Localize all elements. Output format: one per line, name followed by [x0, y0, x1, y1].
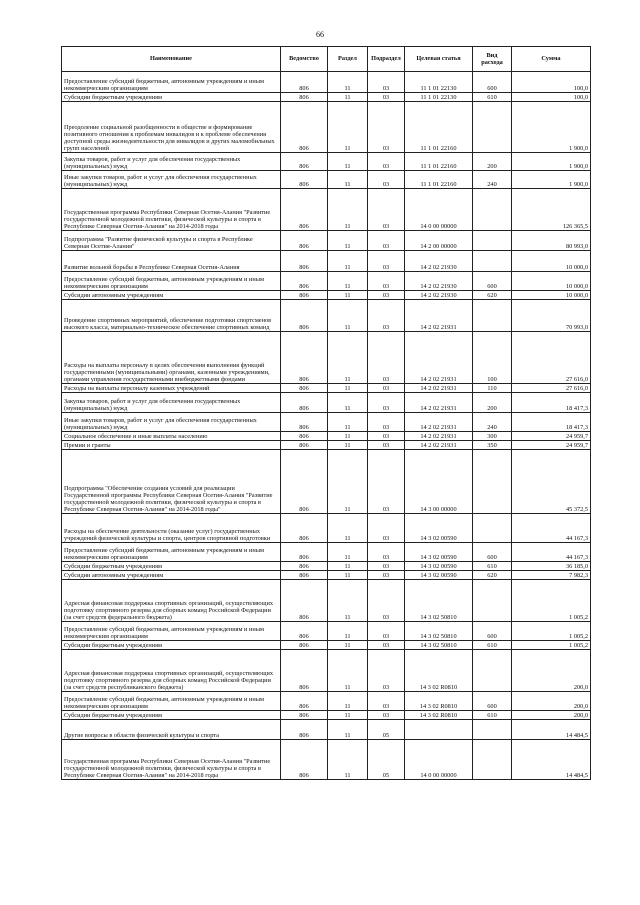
column-header-department: Ведомство — [281, 47, 328, 72]
cell-target-item: 14 3 02 00590 — [405, 543, 473, 562]
cell-sum: 45 372,5 — [512, 450, 591, 514]
cell-sum: 126 365,5 — [512, 189, 591, 231]
cell-target-item: 11 1 01 22130 — [405, 93, 473, 102]
cell-subsection: 03 — [368, 153, 405, 171]
table-row — [62, 300, 591, 332]
cell-section: 11 — [328, 291, 368, 300]
cell-sum: 70 993,0 — [512, 300, 591, 332]
cell-sum: 200,0 — [512, 692, 591, 711]
cell-sum: 44 167,3 — [512, 514, 591, 543]
cell-expense-type: 600 — [473, 72, 512, 93]
cell-subsection: 05 — [368, 720, 405, 740]
table-row — [62, 720, 591, 740]
cell-department: 806 — [281, 692, 328, 711]
cell-name: Подпрограмма "Развитие физической культуры и спорта в Республике Северная Осетия-Алания" — [62, 231, 281, 251]
cell-subsection: 03 — [368, 450, 405, 514]
cell-target-item: 11 1 01 22160 — [405, 102, 473, 153]
cell-department: 806 — [281, 332, 328, 384]
cell-expense-type — [473, 102, 512, 153]
column-header-name: Наименование — [62, 47, 281, 72]
cell-target-item: 14 3 02 50810 — [405, 622, 473, 641]
cell-department: 806 — [281, 740, 328, 780]
cell-subsection: 03 — [368, 384, 405, 393]
cell-sum: 18 417,3 — [512, 393, 591, 413]
cell-target-item: 14 2 02 21930 — [405, 291, 473, 300]
cell-name: Предоставление субсидий бюджетным, автономным учреждениям и иным некоммерческим организациям — [62, 72, 281, 93]
cell-expense-type — [473, 514, 512, 543]
cell-department: 806 — [281, 622, 328, 641]
cell-subsection: 03 — [368, 441, 405, 450]
cell-section: 11 — [328, 189, 368, 231]
cell-sum: 27 616,0 — [512, 332, 591, 384]
table-row — [62, 291, 591, 300]
cell-sum: 18 417,3 — [512, 413, 591, 432]
cell-sum: 100,0 — [512, 93, 591, 102]
cell-subsection: 03 — [368, 72, 405, 93]
cell-name: Предоставление субсидий бюджетным, автономным учреждениям и иным некоммерческим организациям — [62, 543, 281, 562]
cell-target-item: 14 3 02 00590 — [405, 571, 473, 580]
column-header-expense-type: Вид расхода — [473, 47, 512, 72]
cell-section: 11 — [328, 740, 368, 780]
cell-department: 806 — [281, 543, 328, 562]
cell-expense-type: 110 — [473, 384, 512, 393]
cell-subsection: 03 — [368, 291, 405, 300]
cell-section: 11 — [328, 543, 368, 562]
cell-subsection: 03 — [368, 300, 405, 332]
cell-section: 11 — [328, 332, 368, 384]
cell-sum: 200,0 — [512, 711, 591, 720]
column-header-sum: Сумма — [512, 47, 591, 72]
cell-sum: 24 959,7 — [512, 441, 591, 450]
cell-department: 806 — [281, 251, 328, 272]
cell-target-item: 14 2 02 21930 — [405, 272, 473, 291]
cell-department: 806 — [281, 562, 328, 571]
cell-name: Субсидии автономным учреждениям — [62, 571, 281, 580]
cell-target-item: 11 1 01 22130 — [405, 72, 473, 93]
table-row — [62, 450, 591, 514]
cell-expense-type: 240 — [473, 413, 512, 432]
table-row — [62, 711, 591, 720]
table-row — [62, 332, 591, 384]
cell-name: Адресная финансовая поддержка спортивных организаций, осуществляющих подготовку спортивного резерва для сборных команд Российской Федерации (за счет средств республиканского бюджета) — [62, 650, 281, 692]
cell-section: 11 — [328, 300, 368, 332]
cell-department: 806 — [281, 413, 328, 432]
cell-department: 806 — [281, 384, 328, 393]
cell-sum: 80 993,0 — [512, 231, 591, 251]
cell-name: Развитие вольной борьбы в Республике Северная Осетия-Алания — [62, 251, 281, 272]
table-row — [62, 571, 591, 580]
cell-section: 11 — [328, 450, 368, 514]
cell-sum: 24 959,7 — [512, 432, 591, 441]
cell-target-item: 14 0 00 00000 — [405, 740, 473, 780]
cell-sum: 14 484,5 — [512, 720, 591, 740]
cell-subsection: 03 — [368, 562, 405, 571]
cell-target-item: 14 2 02 21930 — [405, 251, 473, 272]
cell-department: 806 — [281, 441, 328, 450]
cell-expense-type — [473, 231, 512, 251]
cell-department: 806 — [281, 580, 328, 622]
cell-target-item: 14 3 02 R0810 — [405, 650, 473, 692]
budget-table — [61, 46, 591, 780]
cell-sum: 44 167,3 — [512, 543, 591, 562]
cell-subsection: 03 — [368, 432, 405, 441]
cell-department: 806 — [281, 171, 328, 189]
table-row — [62, 189, 591, 231]
cell-name: Субсидии бюджетным учреждениям — [62, 641, 281, 650]
cell-section: 11 — [328, 432, 368, 441]
cell-section: 11 — [328, 622, 368, 641]
cell-subsection: 03 — [368, 692, 405, 711]
cell-name: Субсидии бюджетным учреждениям — [62, 562, 281, 571]
column-header-subsection: Подраздел — [368, 47, 405, 72]
cell-department: 806 — [281, 189, 328, 231]
cell-section: 11 — [328, 580, 368, 622]
cell-expense-type: 600 — [473, 622, 512, 641]
cell-expense-type: 610 — [473, 562, 512, 571]
cell-section: 11 — [328, 720, 368, 740]
cell-expense-type: 610 — [473, 711, 512, 720]
cell-department: 806 — [281, 272, 328, 291]
cell-subsection: 03 — [368, 93, 405, 102]
table-row — [62, 441, 591, 450]
cell-department: 806 — [281, 720, 328, 740]
table-row — [62, 514, 591, 543]
cell-name: Премии и гранты — [62, 441, 281, 450]
cell-section: 11 — [328, 93, 368, 102]
cell-sum: 10 000,0 — [512, 291, 591, 300]
cell-sum: 1 900,0 — [512, 171, 591, 189]
cell-name: Государственная программа Республики Северная Осетия-Алания "Развитие государственной молодежной политики, физической культуры и спорта в Республике Северная Осетия-Алания" на 2014-2018 годы — [62, 740, 281, 780]
cell-subsection: 03 — [368, 272, 405, 291]
cell-section: 11 — [328, 251, 368, 272]
cell-department: 806 — [281, 711, 328, 720]
cell-target-item: 14 3 00 00000 — [405, 450, 473, 514]
cell-expense-type — [473, 450, 512, 514]
cell-subsection: 03 — [368, 102, 405, 153]
cell-expense-type: 300 — [473, 432, 512, 441]
cell-department: 806 — [281, 291, 328, 300]
cell-target-item: 14 0 00 00000 — [405, 189, 473, 231]
cell-expense-type: 610 — [473, 641, 512, 650]
cell-target-item: 14 3 02 50810 — [405, 641, 473, 650]
cell-target-item: 14 2 02 21931 — [405, 441, 473, 450]
cell-target-item: 14 3 02 R0810 — [405, 711, 473, 720]
cell-sum: 7 982,3 — [512, 571, 591, 580]
cell-section: 11 — [328, 231, 368, 251]
cell-department: 806 — [281, 514, 328, 543]
cell-name: Иные закупки товаров, работ и услуг для обеспечения государственных (муниципальных) нужд — [62, 413, 281, 432]
cell-expense-type — [473, 740, 512, 780]
table-row — [62, 251, 591, 272]
cell-department: 806 — [281, 393, 328, 413]
cell-expense-type: 610 — [473, 93, 512, 102]
cell-subsection: 03 — [368, 393, 405, 413]
table-row — [62, 231, 591, 251]
table-row — [62, 692, 591, 711]
cell-section: 11 — [328, 272, 368, 291]
cell-subsection: 03 — [368, 580, 405, 622]
cell-target-item: 11 1 01 22160 — [405, 171, 473, 189]
cell-name: Адресная финансовая поддержка спортивных организаций, осуществляющих подготовку спортивного резерва для сборных команд Российской Федерации (за счет средств федерального бюджета) — [62, 580, 281, 622]
cell-expense-type — [473, 580, 512, 622]
table-body — [62, 72, 591, 780]
cell-sum: 1 005,2 — [512, 641, 591, 650]
cell-name: Закупка товаров, работ и услуг для обеспечения государственных (муниципальных) нужд — [62, 393, 281, 413]
table-row — [62, 272, 591, 291]
cell-expense-type: 620 — [473, 571, 512, 580]
cell-expense-type — [473, 251, 512, 272]
cell-expense-type: 620 — [473, 291, 512, 300]
cell-name: Расходы на обеспечение деятельности (оказание услуг) государственных учреждений физической культуры и спорта, центров спортивной подготовки — [62, 514, 281, 543]
cell-name: Субсидии бюджетным учреждениям — [62, 711, 281, 720]
cell-name: Предоставление субсидий бюджетным, автономным учреждениям и иным некоммерческим организациям — [62, 692, 281, 711]
table-row — [62, 384, 591, 393]
cell-subsection: 03 — [368, 332, 405, 384]
cell-target-item — [405, 720, 473, 740]
cell-name: Подпрограмма "Обеспечение создания условий для реализации Государственной программы Республики Северная Осетия-Алания "Развитие государственной молодежной политики, физической культуры и спорта в Республике Северная Осетия-Алания" на 2014-2018 годы" — [62, 450, 281, 514]
cell-subsection: 03 — [368, 413, 405, 432]
cell-section: 11 — [328, 514, 368, 543]
cell-department: 806 — [281, 300, 328, 332]
cell-sum: 100,0 — [512, 72, 591, 93]
table-row — [62, 650, 591, 692]
cell-section: 11 — [328, 562, 368, 571]
page-number: 66 — [316, 30, 324, 39]
cell-target-item: 14 2 02 21931 — [405, 384, 473, 393]
cell-target-item: 14 3 02 50810 — [405, 580, 473, 622]
cell-sum: 36 185,0 — [512, 562, 591, 571]
cell-sum: 1 900,0 — [512, 102, 591, 153]
cell-subsection: 03 — [368, 514, 405, 543]
cell-department: 806 — [281, 571, 328, 580]
table-row — [62, 641, 591, 650]
column-header-target-item: Целевая статья — [405, 47, 473, 72]
cell-expense-type: 350 — [473, 441, 512, 450]
table-row — [62, 93, 591, 102]
cell-subsection: 05 — [368, 740, 405, 780]
cell-expense-type — [473, 189, 512, 231]
table-row — [62, 740, 591, 780]
cell-name: Субсидии бюджетным учреждениям — [62, 93, 281, 102]
cell-subsection: 03 — [368, 571, 405, 580]
cell-expense-type — [473, 300, 512, 332]
cell-name: Социальное обеспечение и иные выплаты населению — [62, 432, 281, 441]
cell-target-item: 14 2 02 21931 — [405, 300, 473, 332]
cell-subsection: 03 — [368, 622, 405, 641]
cell-expense-type: 600 — [473, 692, 512, 711]
cell-expense-type — [473, 650, 512, 692]
cell-department: 806 — [281, 153, 328, 171]
cell-name: Проведение спортивных мероприятий, обеспечение подготовки спортсменов высокого класса, материально-техническое обеспечение спортивных команд — [62, 300, 281, 332]
table-row — [62, 543, 591, 562]
cell-sum: 1 005,2 — [512, 622, 591, 641]
cell-subsection: 03 — [368, 641, 405, 650]
table-row — [62, 432, 591, 441]
cell-sum: 1 900,0 — [512, 153, 591, 171]
cell-department: 806 — [281, 231, 328, 251]
cell-name: Субсидии автономным учреждениям — [62, 291, 281, 300]
table-row — [62, 393, 591, 413]
cell-target-item: 14 2 02 21931 — [405, 432, 473, 441]
cell-name: Иные закупки товаров, работ и услуг для обеспечения государственных (муниципальных) нужд — [62, 171, 281, 189]
cell-department: 806 — [281, 72, 328, 93]
cell-target-item: 14 3 02 00590 — [405, 514, 473, 543]
cell-name: Закупка товаров, работ и услуг для обеспечения государственных (муниципальных) нужд — [62, 153, 281, 171]
cell-section: 11 — [328, 650, 368, 692]
cell-department: 806 — [281, 641, 328, 650]
cell-target-item: 14 2 02 21931 — [405, 393, 473, 413]
cell-section: 11 — [328, 641, 368, 650]
cell-expense-type — [473, 720, 512, 740]
cell-subsection: 03 — [368, 189, 405, 231]
cell-subsection: 03 — [368, 231, 405, 251]
cell-target-item: 14 3 02 R0810 — [405, 692, 473, 711]
cell-sum: 27 616,0 — [512, 384, 591, 393]
table-row — [62, 580, 591, 622]
cell-expense-type: 240 — [473, 171, 512, 189]
cell-name: Расходы на выплаты персоналу казенных учреждений — [62, 384, 281, 393]
cell-section: 11 — [328, 72, 368, 93]
table-row — [62, 622, 591, 641]
cell-section: 11 — [328, 102, 368, 153]
cell-section: 11 — [328, 153, 368, 171]
table-row — [62, 102, 591, 153]
cell-expense-type: 200 — [473, 393, 512, 413]
cell-target-item: 14 3 02 00590 — [405, 562, 473, 571]
cell-expense-type: 100 — [473, 332, 512, 384]
cell-target-item: 14 2 02 21931 — [405, 332, 473, 384]
cell-department: 806 — [281, 450, 328, 514]
cell-section: 11 — [328, 571, 368, 580]
cell-subsection: 03 — [368, 543, 405, 562]
cell-sum: 14 484,5 — [512, 740, 591, 780]
cell-name: Преодоление социальной разобщенности в обществе и формирование позитивного отношения к проблемам инвалидов и к проблеме обеспечения доступной среды жизнедеятельности для инвалидов и других маломобильных групп населений — [62, 102, 281, 153]
cell-sum: 1 005,2 — [512, 580, 591, 622]
cell-department: 806 — [281, 102, 328, 153]
cell-section: 11 — [328, 692, 368, 711]
table-row — [62, 413, 591, 432]
cell-target-item: 14 2 00 00000 — [405, 231, 473, 251]
table-row — [62, 562, 591, 571]
cell-target-item: 14 2 02 21931 — [405, 413, 473, 432]
cell-name: Расходы на выплаты персоналу в целях обеспечения выполнения функций государственными (муниципальными) органами, казенными учреждениями, органами управления государственными внебюджетными фондами — [62, 332, 281, 384]
cell-subsection: 03 — [368, 251, 405, 272]
cell-department: 806 — [281, 650, 328, 692]
cell-expense-type: 600 — [473, 543, 512, 562]
cell-name: Государственная программа Республики Северная Осетия-Алания "Развитие государственной молодежной политики, физической культуры и спорта в Республике Северная Осетия-Алания" на 2014-2018 годы — [62, 189, 281, 231]
cell-sum: 200,0 — [512, 650, 591, 692]
cell-department: 806 — [281, 432, 328, 441]
cell-name: Другие вопросы в области физической культуры и спорта — [62, 720, 281, 740]
cell-subsection: 03 — [368, 650, 405, 692]
cell-expense-type: 200 — [473, 153, 512, 171]
cell-sum: 10 000,0 — [512, 251, 591, 272]
column-header-section: Раздел — [328, 47, 368, 72]
table-header-row — [62, 47, 591, 72]
cell-section: 11 — [328, 171, 368, 189]
cell-subsection: 03 — [368, 171, 405, 189]
cell-name: Предоставление субсидий бюджетным, автономным учреждениям и иным некоммерческим организациям — [62, 272, 281, 291]
cell-target-item: 11 1 01 22160 — [405, 153, 473, 171]
table-row — [62, 153, 591, 171]
table-row — [62, 171, 591, 189]
cell-department: 806 — [281, 93, 328, 102]
cell-section: 11 — [328, 711, 368, 720]
cell-section: 11 — [328, 413, 368, 432]
cell-name: Предоставление субсидий бюджетным, автономным учреждениям и иным некоммерческим организациям — [62, 622, 281, 641]
cell-section: 11 — [328, 441, 368, 450]
cell-section: 11 — [328, 384, 368, 393]
cell-expense-type: 600 — [473, 272, 512, 291]
cell-sum: 10 000,0 — [512, 272, 591, 291]
cell-subsection: 03 — [368, 711, 405, 720]
cell-section: 11 — [328, 393, 368, 413]
table-row — [62, 72, 591, 93]
